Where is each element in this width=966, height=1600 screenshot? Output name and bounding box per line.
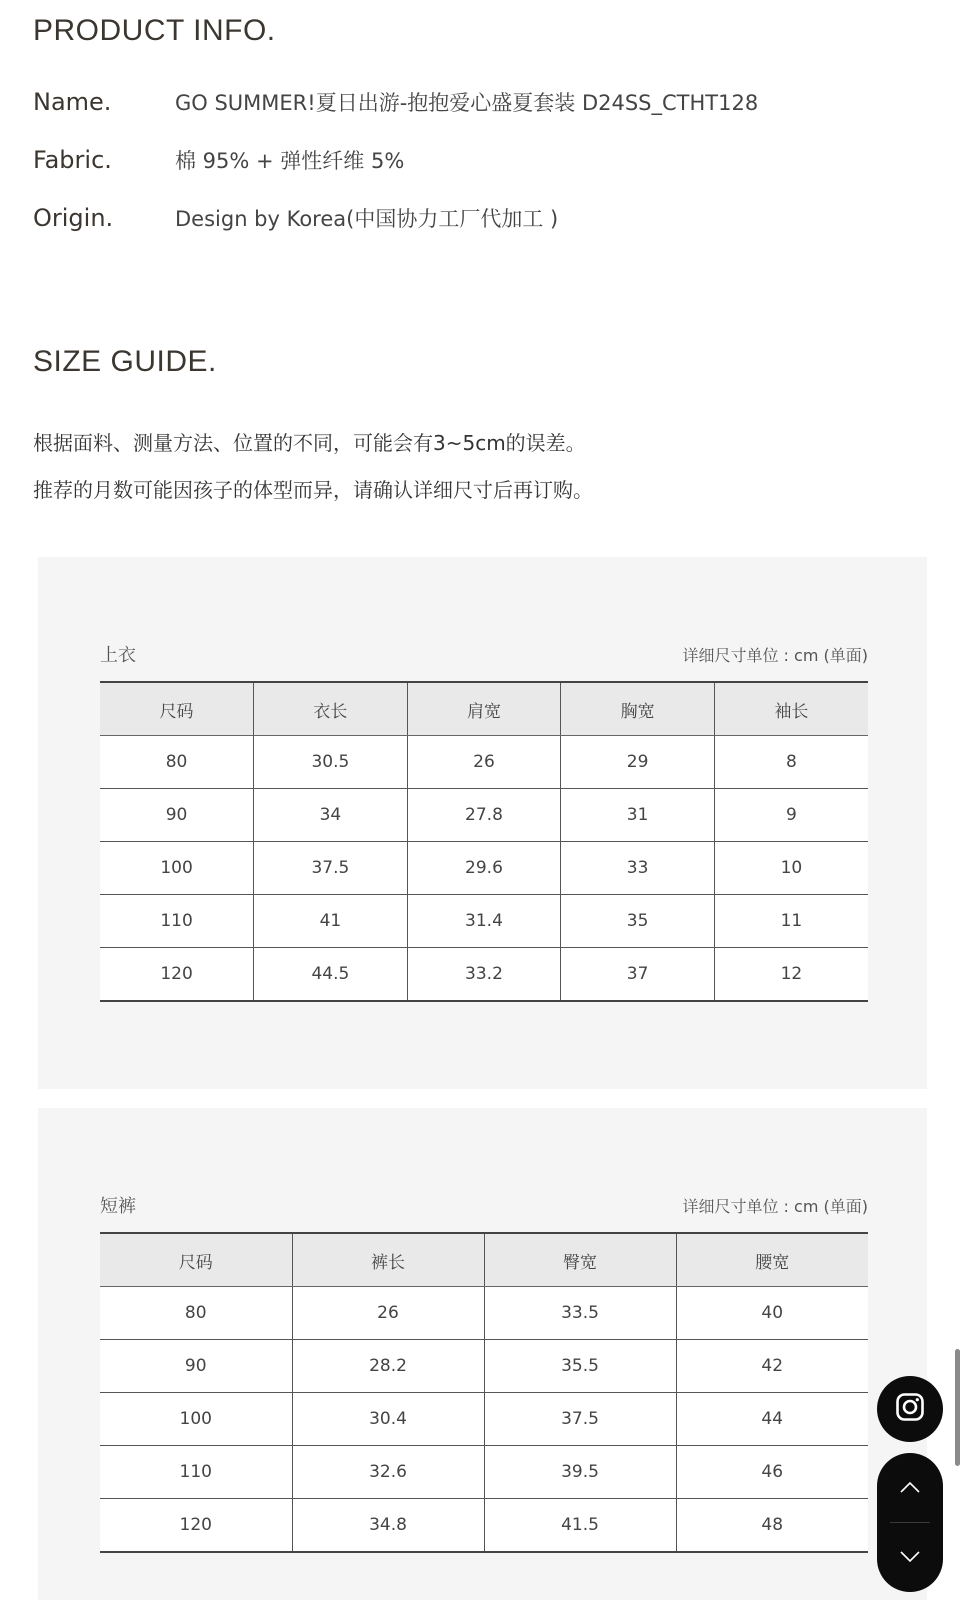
info-value-origin: Design by Korea(中国协力工厂代加工 ) bbox=[175, 207, 559, 231]
table-cell: 27.8 bbox=[407, 789, 561, 842]
info-row-fabric bbox=[33, 143, 913, 177]
table-cell: 31.4 bbox=[407, 895, 561, 948]
table-cell: 9 bbox=[714, 789, 868, 842]
table-row bbox=[100, 948, 868, 1002]
table-cell: 11 bbox=[714, 895, 868, 948]
table-cell: 46 bbox=[676, 1446, 868, 1499]
table-row bbox=[100, 789, 868, 842]
table-cell: 35 bbox=[561, 895, 715, 948]
info-row-origin bbox=[33, 201, 913, 235]
table-cell: 80 bbox=[100, 736, 254, 789]
info-value-fabric: 棉 95% + 弹性纤维 5% bbox=[175, 149, 405, 173]
table-cell: 34 bbox=[254, 789, 408, 842]
top-size-panel bbox=[38, 557, 927, 1089]
table-cell: 35.5 bbox=[484, 1340, 676, 1393]
info-label-fabric: Fabric. bbox=[33, 146, 112, 174]
size-note-recommendation: 推荐的月数可能因孩子的体型而异，请确认详细尺寸后再订购。 bbox=[33, 478, 593, 502]
header-length: 衣长 bbox=[254, 682, 408, 736]
table-cell: 10 bbox=[714, 842, 868, 895]
table-cell: 41 bbox=[254, 895, 408, 948]
header-shoulder: 肩宽 bbox=[407, 682, 561, 736]
table-row bbox=[100, 842, 868, 895]
table-cell: 37 bbox=[561, 948, 715, 1002]
table-header-row bbox=[100, 1233, 868, 1287]
shorts-table-unit: 详细尺寸单位 : cm (单面) bbox=[682, 1197, 868, 1216]
header-size: 尺码 bbox=[100, 682, 254, 736]
table-header-row bbox=[100, 682, 868, 736]
header-sleeve: 袖长 bbox=[714, 682, 868, 736]
scroll-top-button[interactable] bbox=[877, 1453, 943, 1522]
table-cell: 28.2 bbox=[292, 1340, 484, 1393]
table-cell: 32.6 bbox=[292, 1446, 484, 1499]
table-cell: 26 bbox=[292, 1287, 484, 1340]
table-row bbox=[100, 1287, 868, 1340]
table-cell: 33.2 bbox=[407, 948, 561, 1002]
shorts-size-panel bbox=[38, 1108, 927, 1600]
table-row bbox=[100, 736, 868, 789]
table-cell: 41.5 bbox=[484, 1499, 676, 1553]
top-table-unit: 详细尺寸单位 : cm (单面) bbox=[682, 646, 868, 665]
table-cell: 48 bbox=[676, 1499, 868, 1553]
table-cell: 80 bbox=[100, 1287, 292, 1340]
header-pants-length: 裤长 bbox=[292, 1233, 484, 1287]
table-cell: 8 bbox=[714, 736, 868, 789]
info-row-name bbox=[33, 85, 913, 119]
table-cell: 100 bbox=[100, 842, 254, 895]
info-label-origin: Origin. bbox=[33, 204, 114, 232]
table-cell: 30.4 bbox=[292, 1393, 484, 1446]
instagram-button[interactable] bbox=[877, 1376, 943, 1442]
table-cell: 37.5 bbox=[484, 1393, 676, 1446]
table-row bbox=[100, 1499, 868, 1553]
instagram-icon bbox=[895, 1392, 925, 1426]
table-row bbox=[100, 1393, 868, 1446]
top-size-table bbox=[100, 681, 868, 1002]
table-cell: 33.5 bbox=[484, 1287, 676, 1340]
table-cell: 120 bbox=[100, 1499, 292, 1553]
table-cell: 29 bbox=[561, 736, 715, 789]
size-note-error-margin: 根据面料、测量方法、位置的不同，可能会有3~5cm的误差。 bbox=[33, 431, 586, 455]
table-cell: 30.5 bbox=[254, 736, 408, 789]
size-guide-title: SIZE GUIDE. bbox=[33, 345, 217, 378]
table-cell: 100 bbox=[100, 1393, 292, 1446]
scroll-bottom-button[interactable] bbox=[877, 1523, 943, 1592]
table-row bbox=[100, 1340, 868, 1393]
scrollbar-thumb[interactable] bbox=[955, 1349, 960, 1466]
top-table-caption: 上衣 bbox=[100, 645, 136, 666]
table-cell: 42 bbox=[676, 1340, 868, 1393]
table-cell: 12 bbox=[714, 948, 868, 1002]
header-waist: 腰宽 bbox=[676, 1233, 868, 1287]
info-value-name: GO SUMMER!夏日出游-抱抱爱心盛夏套装 D24SS_CTHT128 bbox=[175, 91, 759, 115]
shorts-table-caption: 短裤 bbox=[100, 1196, 136, 1217]
table-cell: 110 bbox=[100, 895, 254, 948]
table-cell: 29.6 bbox=[407, 842, 561, 895]
table-row bbox=[100, 895, 868, 948]
product-info-title: PRODUCT INFO. bbox=[33, 14, 276, 47]
table-cell: 33 bbox=[561, 842, 715, 895]
table-cell: 26 bbox=[407, 736, 561, 789]
scroll-nav bbox=[877, 1453, 943, 1592]
table-cell: 31 bbox=[561, 789, 715, 842]
table-cell: 110 bbox=[100, 1446, 292, 1499]
table-cell: 34.8 bbox=[292, 1499, 484, 1553]
header-chest: 胸宽 bbox=[561, 682, 715, 736]
chevron-down-icon bbox=[899, 1548, 921, 1567]
table-cell: 44.5 bbox=[254, 948, 408, 1002]
info-label-name: Name. bbox=[33, 88, 112, 116]
header-size: 尺码 bbox=[100, 1233, 292, 1287]
table-row bbox=[100, 1446, 868, 1499]
table-cell: 90 bbox=[100, 1340, 292, 1393]
shorts-size-table bbox=[100, 1232, 868, 1553]
chevron-up-icon bbox=[899, 1478, 921, 1497]
table-cell: 40 bbox=[676, 1287, 868, 1340]
table-cell: 44 bbox=[676, 1393, 868, 1446]
table-cell: 39.5 bbox=[484, 1446, 676, 1499]
table-cell: 37.5 bbox=[254, 842, 408, 895]
table-cell: 90 bbox=[100, 789, 254, 842]
table-cell: 120 bbox=[100, 948, 254, 1002]
header-hip: 臀宽 bbox=[484, 1233, 676, 1287]
